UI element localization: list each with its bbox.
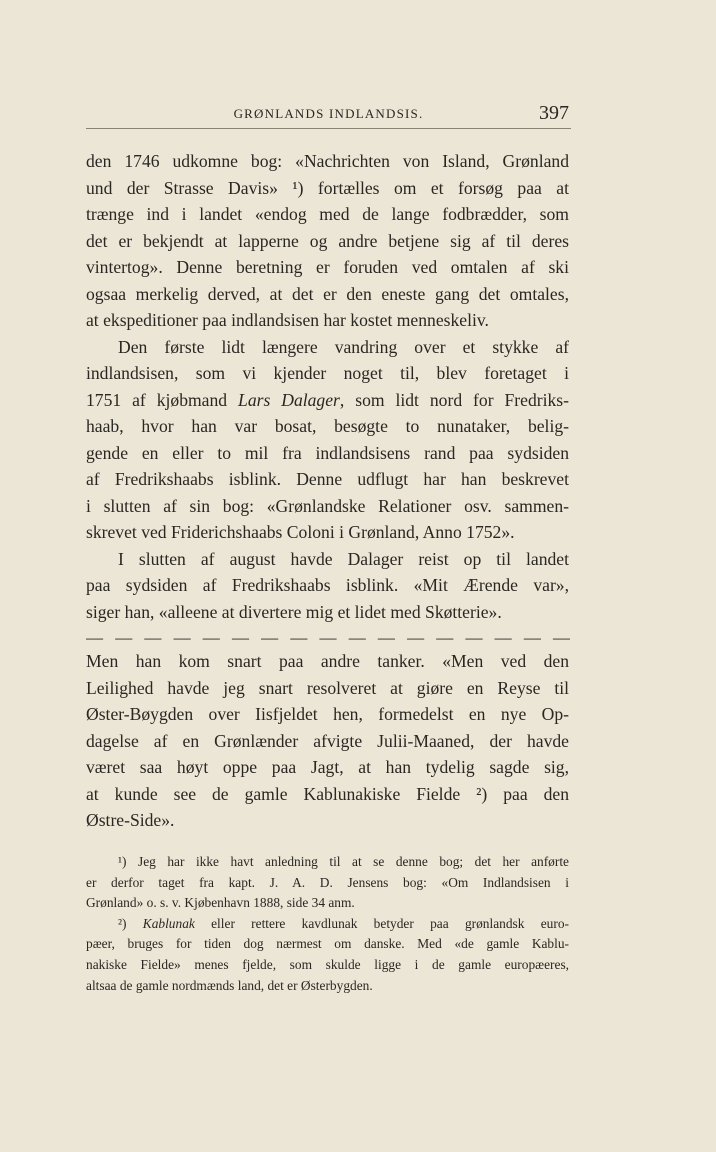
footnotes (86, 852, 569, 996)
header-rule (86, 128, 571, 129)
text-line: indlandsisen, som vi kjender noget til, blev foretaget i (86, 363, 569, 383)
text-line: skrevet ved Friderichshaabs Coloni i Grønland, Anno 1752». (86, 522, 515, 542)
text-line: ogsaa merkelig derved, at det er den eneste gang det omtales, (86, 283, 569, 304)
text-line: gende en eller to mil fra indlandsisens rand paa sydsiden (86, 442, 569, 463)
text-line: været saa høyt oppe paa Jagt, at han tydelig sagde sig, (86, 757, 569, 777)
text-line: siger han, «alleene at divertere mig et lidet med Skøtterie». (86, 601, 502, 622)
text-line (86, 387, 569, 414)
main-text-lower (86, 648, 569, 834)
omission-dashes: — — — — — — — — — — — — — — — — — (86, 628, 570, 647)
footnote-line: altsaa de gamle nordmænds land, det er Østerbygden. (86, 977, 373, 993)
footnote-line: Grønland» o. s. v. Kjøbenhavn 1888, side 34 anm. (86, 895, 355, 911)
main-text-upper (86, 148, 569, 625)
text-line: i slutten af sin bog: «Grønlandske Relationer osv. sammen- (86, 495, 569, 516)
text-fragment: , som lidt nord for Fredriks- (339, 389, 569, 410)
running-title: GRØNLANDS INDLANDSIS. (233, 106, 424, 121)
text-line: dagelse af en Grønlænder afvigte Julii-Maaned, der havde (86, 730, 569, 751)
footnote-line: er derfor taget fra kapt. J. A. D. Jensens bog: «Om Indlandsisen i (86, 874, 569, 890)
footnote-line: nakiske Fielde» menes fjelde, som skulde ligge i de gamle europæeres, (86, 956, 569, 972)
footnote-line (86, 914, 569, 935)
text-line: und der Strasse Davis» ¹) fortælles om et forsøg paa at (86, 177, 569, 198)
running-header (86, 100, 571, 126)
text-line: Øster-Bøygden over Iisfjeldet hen, formedelst en nye Op- (86, 704, 569, 724)
footnote-term: Kablunak (142, 915, 195, 931)
footnote-text: eller rettere kavdlunak betyder paa grønlandsk euro- (194, 915, 569, 931)
person-name: Lars Dalager (238, 389, 340, 410)
text-line: det er bekjendt at lapperne og andre betjene sig af til deres (86, 230, 569, 251)
text-line: at kunde see de gamle Kablunakiske Fielde ²) paa den (86, 783, 569, 804)
text-line: Men han kom snart paa andre tanker. «Men ved den (86, 651, 569, 671)
footnote-marker: ¹) (118, 854, 127, 869)
footnote-marker: ²) (118, 915, 127, 931)
text-line: Leilighed havde jeg snart resolveret at giøre en Reyse til (86, 677, 569, 698)
text-line: vintertog». Denne beretning er foruden ved omtalen af ski (86, 257, 569, 277)
text-line: den 1746 udkomne bog: «Nachrichten von Island, Grønland (86, 151, 569, 171)
text-line: Østre-Side». (86, 810, 175, 830)
text-line: af Fredrikshaabs isblink. Denne udflugt har han beskrevet (86, 469, 569, 489)
footnote-line: pæer, bruges for tiden dog nærmest om danske. Med «de gamle Kablu- (86, 936, 569, 952)
text-fragment: 1751 af kjøbmand (86, 389, 239, 410)
text-line: haab, hvor han var bosat, besøgte to nunataker, belig- (86, 416, 569, 436)
footnote-line (86, 852, 569, 873)
page-number: 397 (539, 102, 569, 124)
text-line: paa sydsiden af Fredrikshaabs isblink. «Mit Ærende var», (86, 575, 569, 595)
text-line: Den første lidt længere vandring over et stykke af (118, 336, 569, 357)
text-line: trænge ind i landet «endog med de lange fodbrædder, som (86, 204, 569, 224)
text-line: I slutten af august havde Dalager reist op til landet (118, 548, 569, 569)
text-line: at ekspeditioner paa indlandsisen har kostet menneskeliv. (86, 310, 489, 330)
footnote-text: Jeg har ikke havt anledning til at se denne bog; det her anførte (138, 854, 569, 869)
